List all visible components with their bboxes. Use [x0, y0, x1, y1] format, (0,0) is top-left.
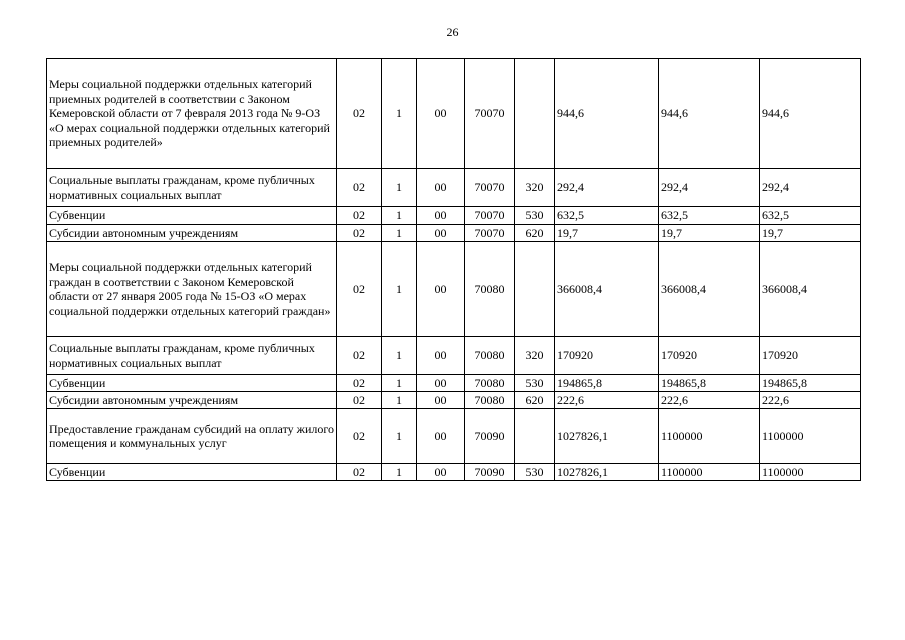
cell-expense-type [515, 59, 555, 169]
cell-subprogram: 00 [417, 242, 465, 337]
row-name: Субсидии автономным учреждениям [47, 225, 337, 242]
cell-value-2: 944,6 [659, 59, 760, 169]
cell-value-2: 19,7 [659, 225, 760, 242]
cell-expense-type [515, 242, 555, 337]
cell-direction: 70080 [465, 242, 515, 337]
table-row [47, 337, 861, 375]
cell-value-2: 170920 [659, 337, 760, 375]
cell-subprogram: 00 [417, 207, 465, 225]
cell-direction: 70080 [465, 375, 515, 392]
cell-value-2: 194865,8 [659, 375, 760, 392]
cell-expense-type: 530 [515, 207, 555, 225]
cell-value-3: 1100000 [760, 464, 861, 481]
cell-program: 1 [382, 169, 417, 207]
row-name: Меры социальной поддержки отдельных категорий приемных родителей в соответствии с Законом Кемеровской области от 7 февраля 2013 года № 9-ОЗ «О мерах социальной поддержки отдельных категорий приемных родителей» [47, 59, 337, 169]
cell-section: 02 [337, 59, 382, 169]
table-row [47, 169, 861, 207]
cell-direction: 70090 [465, 464, 515, 481]
table-row [47, 464, 861, 481]
row-name: Меры социальной поддержки отдельных категорий граждан в соответствии с Законом Кемеровской области от 27 января 2005 года № 15-ОЗ «О мерах социальной поддержки отдельных категорий граждан» [47, 242, 337, 337]
cell-subprogram: 00 [417, 225, 465, 242]
cell-section: 02 [337, 409, 382, 464]
cell-value-1: 366008,4 [555, 242, 659, 337]
row-name: Социальные выплаты гражданам, кроме публичных нормативных социальных выплат [47, 337, 337, 375]
cell-value-2: 222,6 [659, 392, 760, 409]
budget-table [46, 58, 861, 481]
cell-value-1: 1027826,1 [555, 464, 659, 481]
cell-section: 02 [337, 392, 382, 409]
row-name: Предоставление гражданам субсидий на оплату жилого помещения и коммунальных услуг [47, 409, 337, 464]
row-name: Субвенции [47, 375, 337, 392]
cell-value-3: 944,6 [760, 59, 861, 169]
cell-value-1: 1027826,1 [555, 409, 659, 464]
cell-subprogram: 00 [417, 392, 465, 409]
row-name: Субсидии автономным учреждениям [47, 392, 337, 409]
cell-section: 02 [337, 337, 382, 375]
cell-direction: 70070 [465, 207, 515, 225]
cell-expense-type: 320 [515, 169, 555, 207]
cell-program: 1 [382, 464, 417, 481]
cell-value-3: 19,7 [760, 225, 861, 242]
cell-value-1: 944,6 [555, 59, 659, 169]
cell-subprogram: 00 [417, 375, 465, 392]
cell-direction: 70070 [465, 169, 515, 207]
cell-value-3: 632,5 [760, 207, 861, 225]
cell-direction: 70080 [465, 392, 515, 409]
cell-direction: 70070 [465, 225, 515, 242]
cell-direction: 70070 [465, 59, 515, 169]
cell-section: 02 [337, 375, 382, 392]
cell-program: 1 [382, 242, 417, 337]
table-row [47, 392, 861, 409]
cell-subprogram: 00 [417, 337, 465, 375]
table-row [47, 59, 861, 169]
table-row [47, 375, 861, 392]
cell-expense-type: 620 [515, 392, 555, 409]
cell-program: 1 [382, 409, 417, 464]
cell-direction: 70090 [465, 409, 515, 464]
cell-expense-type: 530 [515, 375, 555, 392]
cell-subprogram: 00 [417, 409, 465, 464]
cell-program: 1 [382, 207, 417, 225]
row-name: Социальные выплаты гражданам, кроме публичных нормативных социальных выплат [47, 169, 337, 207]
table-row [47, 207, 861, 225]
cell-value-1: 19,7 [555, 225, 659, 242]
cell-value-1: 222,6 [555, 392, 659, 409]
page-number: 26 [446, 25, 459, 39]
cell-expense-type [515, 409, 555, 464]
cell-program: 1 [382, 375, 417, 392]
cell-value-3: 366008,4 [760, 242, 861, 337]
cell-expense-type: 320 [515, 337, 555, 375]
table-row [47, 242, 861, 337]
cell-program: 1 [382, 392, 417, 409]
cell-value-3: 194865,8 [760, 375, 861, 392]
cell-value-2: 1100000 [659, 409, 760, 464]
cell-value-3: 170920 [760, 337, 861, 375]
table-row [47, 225, 861, 242]
cell-value-3: 222,6 [760, 392, 861, 409]
cell-program: 1 [382, 225, 417, 242]
cell-program: 1 [382, 337, 417, 375]
cell-section: 02 [337, 464, 382, 481]
cell-value-1: 292,4 [555, 169, 659, 207]
cell-direction: 70080 [465, 337, 515, 375]
cell-subprogram: 00 [417, 59, 465, 169]
cell-program: 1 [382, 59, 417, 169]
cell-value-2: 292,4 [659, 169, 760, 207]
cell-value-2: 366008,4 [659, 242, 760, 337]
cell-expense-type: 620 [515, 225, 555, 242]
row-name: Субвенции [47, 464, 337, 481]
row-name: Субвенции [47, 207, 337, 225]
cell-subprogram: 00 [417, 169, 465, 207]
cell-value-2: 632,5 [659, 207, 760, 225]
cell-value-3: 292,4 [760, 169, 861, 207]
cell-expense-type: 530 [515, 464, 555, 481]
cell-subprogram: 00 [417, 464, 465, 481]
cell-value-1: 632,5 [555, 207, 659, 225]
cell-section: 02 [337, 207, 382, 225]
cell-section: 02 [337, 242, 382, 337]
table-row [47, 409, 861, 464]
cell-value-1: 170920 [555, 337, 659, 375]
cell-section: 02 [337, 225, 382, 242]
cell-section: 02 [337, 169, 382, 207]
cell-value-2: 1100000 [659, 464, 760, 481]
cell-value-3: 1100000 [760, 409, 861, 464]
cell-value-1: 194865,8 [555, 375, 659, 392]
